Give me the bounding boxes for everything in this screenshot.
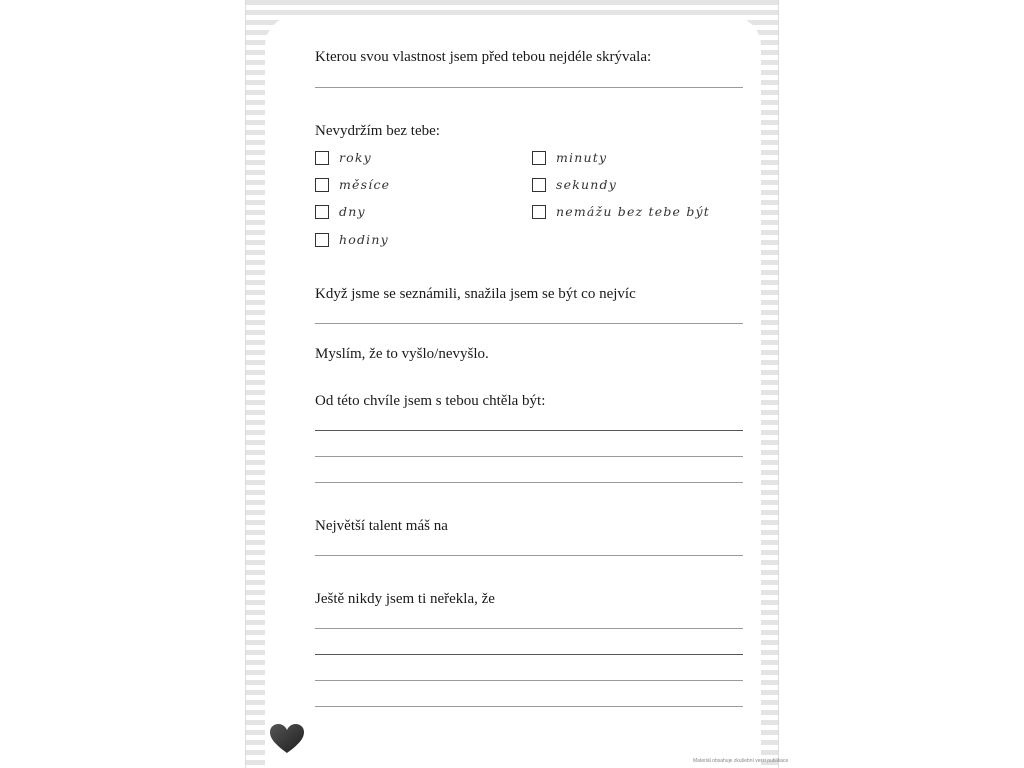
option-minuty[interactable] bbox=[532, 150, 607, 165]
page-sheet bbox=[245, 0, 789, 768]
option-label: hodiny bbox=[339, 232, 389, 247]
option-cant-be-without[interactable] bbox=[532, 204, 710, 219]
answer-line-3[interactable] bbox=[315, 482, 743, 483]
answer-line-6[interactable] bbox=[315, 680, 743, 681]
checkbox[interactable] bbox=[532, 151, 546, 165]
form-card bbox=[265, 16, 789, 768]
checkbox[interactable] bbox=[532, 178, 546, 192]
checkbox[interactable] bbox=[315, 178, 329, 192]
checkbox[interactable] bbox=[315, 205, 329, 219]
option-sekundy[interactable] bbox=[532, 177, 617, 192]
option-label: sekundy bbox=[556, 177, 617, 192]
question-talent: Největší talent máš na bbox=[315, 518, 448, 534]
option-dny[interactable] bbox=[315, 204, 366, 219]
checkbox[interactable] bbox=[315, 233, 329, 247]
answer-line-talent[interactable] bbox=[315, 555, 743, 556]
option-label: minuty bbox=[556, 150, 608, 165]
option-label: nemážu bez tebe být bbox=[556, 204, 711, 219]
option-label: měsíce bbox=[339, 177, 391, 192]
credit-note: Materiál obsahuje zkušební verzi publikace bbox=[693, 758, 789, 764]
answer-line-when-met[interactable] bbox=[315, 323, 743, 324]
answer-line-4[interactable] bbox=[315, 628, 743, 629]
question-hidden-trait: Kterou svou vlastnost jsem před tebou nejdéle skrývala: bbox=[315, 49, 652, 65]
checkbox[interactable] bbox=[315, 151, 329, 165]
answer-line-7[interactable] bbox=[315, 706, 743, 707]
answer-line-1[interactable] bbox=[315, 430, 743, 431]
question-from-now-on: Od této chvíle jsem s tebou chtěla být: bbox=[315, 393, 546, 409]
option-hodiny[interactable] bbox=[315, 232, 389, 247]
option-roky[interactable] bbox=[315, 150, 372, 165]
option-mesice[interactable] bbox=[315, 177, 390, 192]
checkbox[interactable] bbox=[532, 205, 546, 219]
heart-icon bbox=[270, 724, 304, 754]
option-label: roky bbox=[339, 150, 372, 165]
question-when-met: Když jsme se seznámili, snažila jsem se být co nejvíc bbox=[315, 286, 636, 302]
statement-worked-out: Myslím, že to vyšlo/nevyšlo. bbox=[315, 346, 489, 362]
question-never-told: Ještě nikdy jsem ti neřekla, že bbox=[315, 591, 495, 607]
option-label: dny bbox=[339, 204, 366, 219]
answer-line-2[interactable] bbox=[315, 456, 743, 457]
question-cant-last: Nevydržím bez tebe: bbox=[315, 123, 440, 139]
answer-line-hidden-trait[interactable] bbox=[315, 87, 743, 88]
answer-line-5[interactable] bbox=[315, 654, 743, 655]
